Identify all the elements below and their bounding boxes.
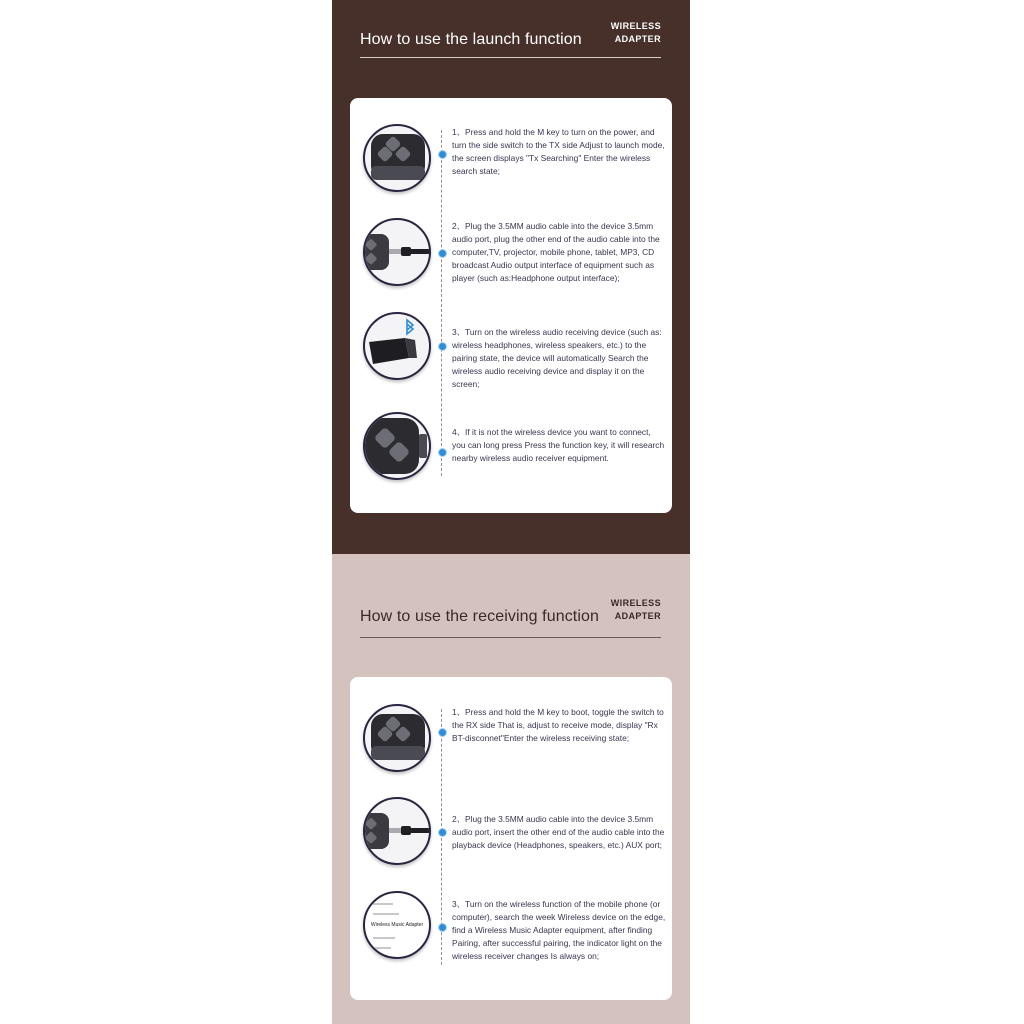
launch-tag-line2: ADAPTER: [614, 34, 661, 44]
receive-step-1-dot: [438, 728, 447, 737]
receive-section: [332, 554, 690, 1024]
product-instructions-strip: [332, 0, 690, 1024]
audio-jack-icon: [363, 218, 431, 286]
launch-title: How to use the launch function: [360, 31, 582, 48]
receive-tag-line1: WIRELESS: [610, 598, 661, 608]
bluetooth-speaker-icon: [363, 312, 431, 380]
receive-step-3-dot: [438, 923, 447, 932]
device-buttons-icon: [363, 124, 431, 192]
launch-tag: [611, 20, 661, 46]
launch-step-4-dot: [438, 448, 447, 457]
launch-section: [332, 0, 690, 554]
launch-step-3-dot: [438, 342, 447, 351]
launch-tag-line1: WIRELESS: [610, 21, 661, 31]
receive-divider: [360, 637, 661, 638]
phone-screen-device-label: Wireless Music Adapter: [370, 922, 424, 928]
launch-step-2-dot: [438, 249, 447, 258]
launch-divider: [360, 57, 661, 58]
device-buttons-icon: [363, 704, 431, 772]
launch-step-3-text: 3、Turn on the wireless audio receiving device (such as: wireless headphones, wireless speakers, etc.) to the pairing state, the device will automatically Search the wireless audio receiving device and display it on the screen;: [452, 327, 662, 389]
launch-timeline: [441, 130, 442, 476]
function-key-icon: [363, 412, 431, 480]
phone-bluetooth-list-icon: [363, 891, 431, 959]
receive-step-1-text: 1、Press and hold the M key to boot, toggle the switch to the RX side That is, adjust to receive mode, display "Rx BT-disconnet"Enter the wireless receiving state;: [452, 707, 664, 743]
audio-jack-icon: [363, 797, 431, 865]
launch-step-2-text: 2、Plug the 3.5MM audio cable into the device 3.5mm audio port, plug the other end of the audio cable into the computer,TV, projector, mobile phone, tablet, MP3, CD broadcast Audio output interface of equipment such as player (such as:Headphone output interface);: [452, 221, 660, 283]
receive-card: [350, 677, 672, 1000]
receive-step-2-text: 2、Plug the 3.5MM audio cable into the device 3.5mm audio port, insert the other end of the audio cable into the playback device (Headphones, speakers, etc.) AUX port;: [452, 814, 665, 850]
receive-tag-line2: ADAPTER: [614, 611, 661, 621]
receive-step-3-text: 3、Turn on the wireless function of the mobile phone (or computer), search the week Wireless device on the edge, find a Wireless Music Adapter equipment, after finding Pairing, after successful pairing, the indicator light on the wireless receiver changes Is always on;: [452, 899, 666, 961]
receive-step-2-dot: [438, 828, 447, 837]
receive-title: How to use the receiving function: [360, 608, 599, 625]
launch-card: [350, 98, 672, 513]
receive-tag: [611, 597, 661, 623]
launch-step-1-dot: [438, 150, 447, 159]
launch-step-1-text: 1、Press and hold the M key to turn on the power, and turn the side switch to the TX side Adjust to launch mode, the screen displays "Tx Searching" Enter the wireless search state;: [452, 127, 665, 176]
launch-step-4-text: 4、If it is not the wireless device you want to connect, you can long press Press the function key, it will research nearby wireless audio receiver equipment.: [452, 427, 665, 463]
